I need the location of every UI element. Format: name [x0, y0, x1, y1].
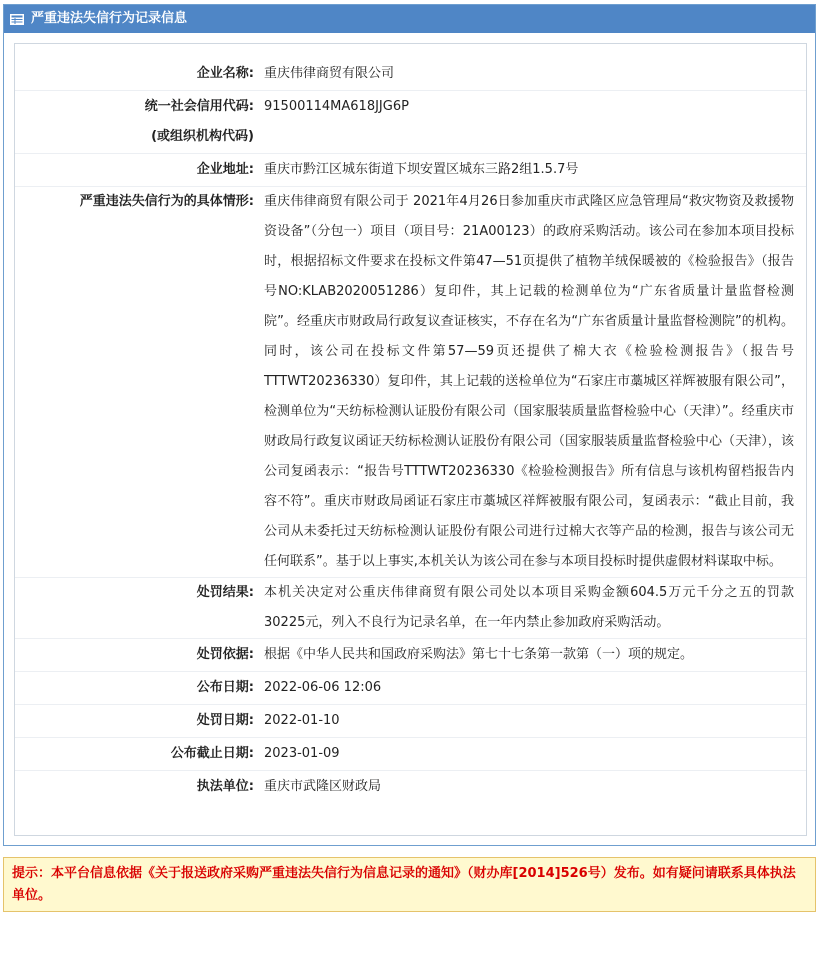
- publish-end-date-value: 2023-01-09: [254, 738, 806, 771]
- credit-code-value: 91500114MA618JJG6P: [254, 91, 806, 154]
- publish-date-value: 2022-06-06 12:06: [254, 672, 806, 705]
- panel-header: [4, 5, 815, 33]
- credit-code-label-line1: 统一社会信用代码:: [144, 99, 254, 114]
- address-label: 企业地址:: [15, 154, 254, 187]
- details-label: 严重违法失信行为的具体情形:: [15, 187, 254, 578]
- penalty-date-label: 处罚日期:: [15, 705, 254, 738]
- notice-text: 提示：本平台信息依据《关于报送政府采购严重违法失信行为信息记录的通知》（财办库[2014]526号）发布。如有疑问请联系具体执法单位。: [12, 866, 796, 903]
- penalty-basis-label: 处罚依据:: [15, 639, 254, 672]
- table-row: [15, 91, 806, 154]
- table-row: [15, 578, 806, 639]
- address-value: 重庆市黔江区城东街道下坝安置区城东三路2组1.5.7号: [254, 154, 806, 187]
- table-row: [15, 154, 806, 187]
- notice-box: [3, 857, 816, 912]
- page-title: 严重违法失信行为记录信息: [31, 11, 188, 26]
- company-name-label: 企业名称:: [15, 58, 254, 91]
- info-table: [15, 58, 806, 803]
- table-row: [15, 187, 806, 578]
- publish-end-date-label: 公布截止日期:: [15, 738, 254, 771]
- grid-icon: [10, 14, 24, 25]
- table-row: [15, 771, 806, 804]
- company-name-value: 重庆伟律商贸有限公司: [254, 58, 806, 91]
- credit-code-label-line2: (或组织机构代码): [151, 129, 254, 144]
- penalty-result-value: 本机关决定对公重庆伟律商贸有限公司处以本项目采购金额604.5万元千分之五的罚款30225元，列入不良行为记录名单，在一年内禁止参加政府采购活动。: [254, 578, 806, 639]
- penalty-basis-value: 根据《中华人民共和国政府采购法》第七十七条第一款第（一）项的规定。: [254, 639, 806, 672]
- table-row: [15, 705, 806, 738]
- info-table-container: [14, 43, 807, 836]
- table-row: [15, 639, 806, 672]
- credit-code-label: [15, 91, 254, 154]
- penalty-date-value: 2022-01-10: [254, 705, 806, 738]
- publish-date-label: 公布日期:: [15, 672, 254, 705]
- table-row: [15, 672, 806, 705]
- record-panel: [3, 4, 816, 846]
- penalty-result-label: 处罚结果:: [15, 578, 254, 639]
- enforcement-unit-label: 执法单位:: [196, 779, 254, 794]
- details-value: 重庆伟律商贸有限公司于 2021年4月26日参加重庆市武隆区应急管理局“救灾物资及救援物资设备”（分包一）项目（项目号：21A00123）的政府采购活动。该公司在参加本项目投标时，根据招标文件要求在投标文件第47—51页提供了植物羊绒保暖被的《检验报告》（报告号NO:KLAB2020051286）复印件，其上记载的检测单位为“广东省质量计量监督检测院”。经重庆市财政局行政复议查证核实，不存在名为“广东省质量计量监督检测院”的机构。同时，该公司在投标文件第57—59页还提供了棉大衣《检验检测报告》（报告号TTTWT20236330）复印件，其上记载的送检单位为“石家庄市藁城区祥辉被服有限公司”，检测单位为“天纺标检测认证股份有限公司（国家服装质量监督检验中心（天津）”。经重庆市财政局行政复议函证天纺标检测认证股份有限公司（国家服装质量监督检验中心（天津），该公司复函表示：“报告号TTTWT20236330《检验检测报告》所有信息与该机构留档报告内容不符”。重庆市财政局函证石家庄市藁城区祥辉被服有限公司，复函表示：“截止目前，我公司从未委托过天纺标检测认证股份有限公司进行过棉大衣等产品的检测，报告与该公司无任何联系”。基于以上事实,本机关认为该公司在参与本项目投标时提供虚假材料谋取中标。: [254, 187, 806, 578]
- enforcement-unit-value: 重庆市武隆区财政局: [264, 779, 382, 794]
- table-row: [15, 58, 806, 91]
- table-row: [15, 738, 806, 771]
